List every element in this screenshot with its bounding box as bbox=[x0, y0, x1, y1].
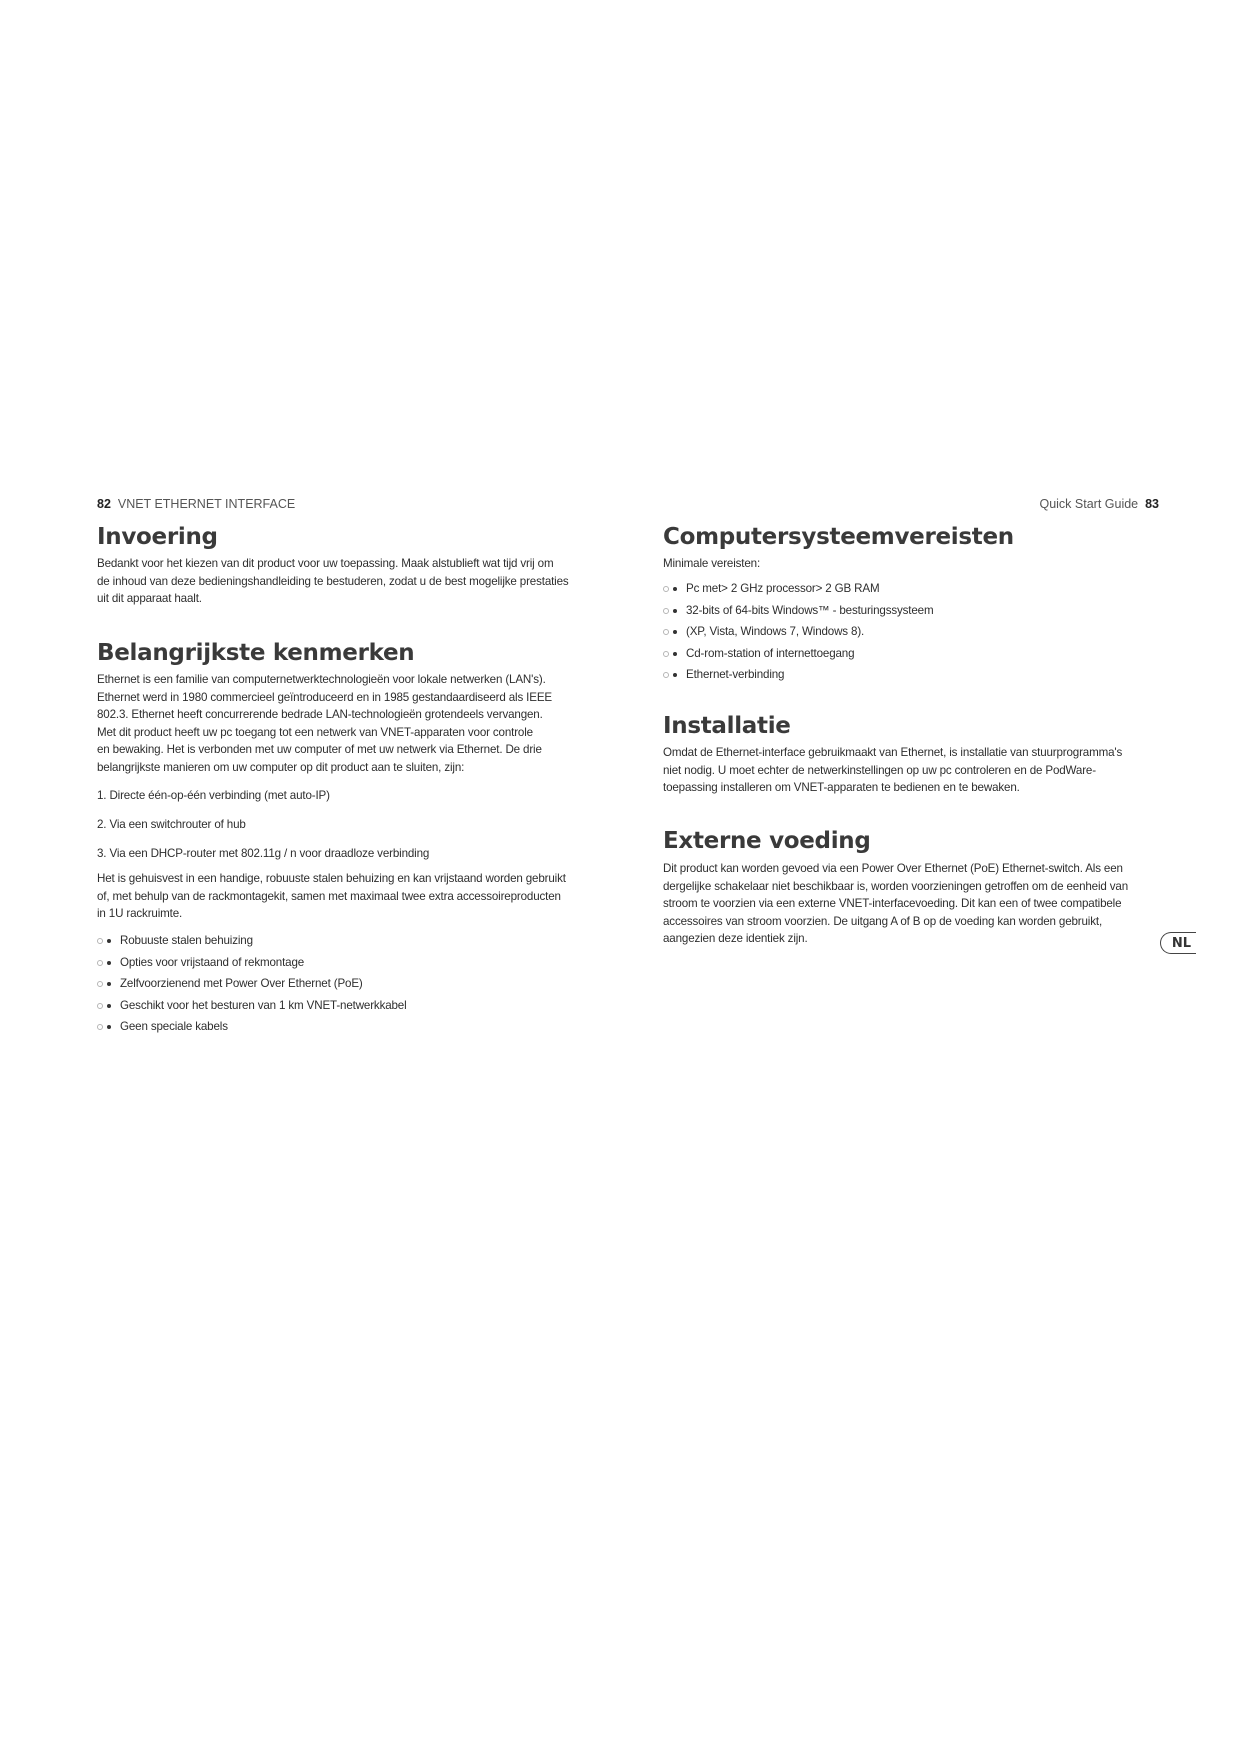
text-line: of, met behulp van de rackmontagekit, samen met maximaal twee extra accessoireproducten bbox=[97, 889, 561, 903]
text-line: Bedankt voor het kiezen van dit product voor uw toepassing. Maak alstublieft wat tijd vrij om bbox=[97, 557, 554, 570]
heading-invoering: Invoering bbox=[97, 524, 218, 550]
bullet-icon bbox=[673, 652, 677, 656]
text-line: Ethernet is een familie van computernetwerktechnologieën voor lokale netwerken (LAN's). bbox=[97, 673, 546, 686]
heading-vereisten: Computersysteemvereisten bbox=[663, 524, 1014, 550]
heading-kenmerken: Belangrijkste kenmerken bbox=[97, 640, 415, 666]
right-running-title: Quick Start Guide bbox=[1039, 497, 1139, 511]
left-running-title: VNET ETHERNET INTERFACE bbox=[117, 497, 296, 511]
bullet-icon bbox=[673, 673, 677, 677]
text-line: stroom te voorzien via een externe VNET-interfacevoeding. Dit kan een of twee compatibele bbox=[663, 897, 1122, 911]
list-item: Zelfvoorzienend met Power Over Ethernet (PoE) bbox=[97, 973, 407, 995]
bullet-icon bbox=[107, 961, 111, 965]
text-line: dergelijke schakelaar niet beschikbaar is, worden voorzieningen getroffen om de eenheid van bbox=[663, 879, 1129, 893]
text-line: niet nodig. U moet echter de netwerkinstellingen op uw pc controleren en de PodWare- bbox=[663, 763, 1096, 777]
ring-icon bbox=[97, 960, 103, 966]
bullet-icon bbox=[673, 587, 677, 591]
list-item: Ethernet-verbinding bbox=[663, 664, 933, 686]
text-line: Omdat de Ethernet-interface gebruikmaakt van Ethernet, is installatie van stuurprogramma's bbox=[663, 746, 1123, 759]
list-item: Cd-rom-station of internettoegang bbox=[663, 643, 933, 665]
text-line: toepassing installeren om VNET-apparaten te bedienen en te bewaken. bbox=[663, 781, 1020, 795]
list-item: Pc met> 2 GHz processor> 2 GB RAM bbox=[663, 578, 933, 600]
list-item: 2. Via een switchrouter of hub bbox=[97, 818, 246, 831]
ring-icon bbox=[97, 981, 103, 987]
bullet-icon bbox=[107, 1025, 111, 1029]
list-item: (XP, Vista, Windows 7, Windows 8). bbox=[663, 621, 933, 643]
text-line: accessoires van stroom voorzien. De uitgang A of B op de voeding kan worden gebruikt, bbox=[663, 914, 1103, 928]
text-line: 802.3. Ethernet heeft concurrerende bedrade LAN-technologieën grotendeels vervangen. bbox=[97, 708, 543, 722]
bullet-icon bbox=[673, 630, 677, 634]
ring-icon bbox=[97, 1024, 103, 1030]
text-line: Het is gehuisvest in een handige, robuuste stalen behuizing en kan vrijstaand worden gebruikt bbox=[97, 872, 566, 885]
ring-icon bbox=[663, 651, 669, 657]
vereisten-subheading: Minimale vereisten: bbox=[663, 557, 761, 570]
text-line: Met dit product heeft uw pc toegang tot een netwerk van VNET-apparaten voor controle bbox=[97, 725, 533, 739]
list-item: 1. Directe één-op-één verbinding (met auto-IP) bbox=[97, 789, 330, 802]
bullet-icon bbox=[107, 1004, 111, 1008]
right-page-number: 83 bbox=[1145, 497, 1159, 511]
list-item: Opties voor vrijstaand of rekmontage bbox=[97, 952, 407, 974]
bullet-icon bbox=[673, 609, 677, 613]
left-running-head bbox=[97, 497, 295, 511]
text-line: en bewaking. Het is verbonden met uw computer of met uw netwerk via Ethernet. De drie bbox=[97, 743, 542, 757]
text-line: uit dit apparaat haalt. bbox=[97, 592, 202, 606]
right-running-head bbox=[1039, 497, 1159, 511]
text-line: Dit product kan worden gevoed via een Power Over Ethernet (PoE) Ethernet-switch. Als een bbox=[663, 862, 1123, 875]
ring-icon bbox=[97, 938, 103, 944]
text-line: Ethernet werd in 1980 commercieel geïntroduceerd en in 1985 gestandaardiseerd als IEEE bbox=[97, 690, 553, 704]
list-item: Geen speciale kabels bbox=[97, 1016, 407, 1038]
bullet-icon bbox=[107, 982, 111, 986]
text-line: aangezien deze identiek zijn. bbox=[663, 932, 808, 946]
requirements-bullet-list bbox=[663, 578, 933, 686]
text-line: de inhoud van deze bedieningshandleiding te bestuderen, zodat u de best mogelijke prestaties bbox=[97, 574, 569, 588]
bullet-icon bbox=[107, 939, 111, 943]
connection-methods-list bbox=[97, 787, 429, 874]
features-bullet-list bbox=[97, 930, 407, 1038]
language-tab: NL bbox=[1160, 932, 1196, 954]
ring-icon bbox=[97, 1003, 103, 1009]
housing-text bbox=[97, 870, 566, 923]
invoering-text bbox=[97, 555, 569, 608]
list-item: 3. Via een DHCP-router met 802.11g / n voor draadloze verbinding bbox=[97, 847, 430, 860]
ring-icon bbox=[663, 608, 669, 614]
voeding-text bbox=[663, 860, 1128, 948]
installatie-text bbox=[663, 744, 1122, 797]
ring-icon bbox=[663, 672, 669, 678]
text-line: in 1U rackruimte. bbox=[97, 907, 183, 921]
list-item: Geschikt voor het besturen van 1 km VNET-netwerkkabel bbox=[97, 995, 407, 1017]
left-page-number: 82 bbox=[97, 497, 111, 511]
heading-installatie: Installatie bbox=[663, 713, 791, 739]
text-line: belangrijkste manieren om uw computer op dit product aan te sluiten, zijn: bbox=[97, 760, 465, 774]
heading-voeding: Externe voeding bbox=[663, 828, 871, 854]
kenmerken-intro bbox=[97, 671, 552, 777]
list-item: Robuuste stalen behuizing bbox=[97, 930, 407, 952]
ring-icon bbox=[663, 586, 669, 592]
list-item: 32-bits of 64-bits Windows™ - besturingssysteem bbox=[663, 600, 933, 622]
ring-icon bbox=[663, 629, 669, 635]
